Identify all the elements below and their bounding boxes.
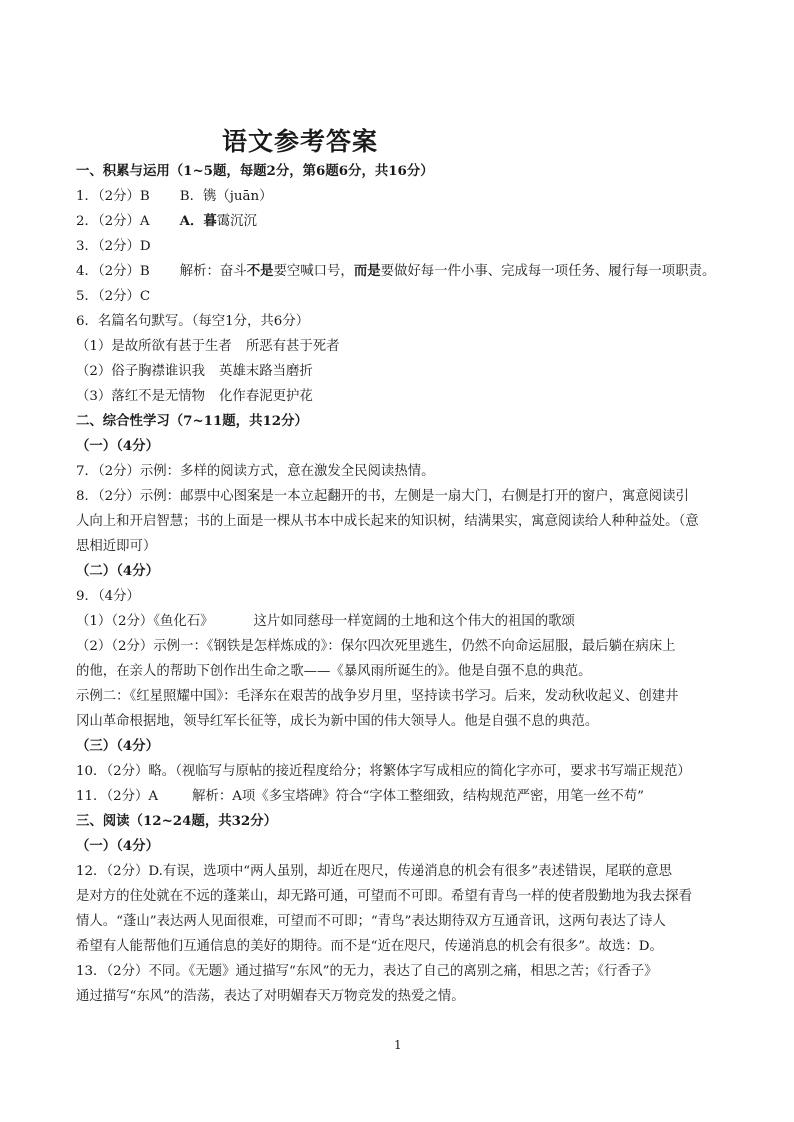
subsection-heading: （三）（4分） — [76, 738, 159, 754]
answer-line: （1）是故所欲有甚于生者 所恶有甚于死者 — [76, 339, 340, 354]
answer-line: 10．（2分）略。（视临写与原帖的接近程度给分；将繁体字写成相应的简化字亦可，要求书写端正规范） — [76, 764, 691, 779]
answer-line: （3）落红不是无情物 化作春泥更护花 — [76, 389, 313, 404]
answer-line: 5．（2分）C — [76, 289, 151, 304]
answer-line: 希望有人能帮他们互通信息的美好的期待。而不是“近在咫尺，传递消息的机会有很多”。故选：D。 — [76, 939, 663, 954]
answer-line: 12．（2分）D.有误，选项中“两人虽别，却近在咫尺，传递消息的机会有很多”表述错误，尾联的意思 — [76, 864, 673, 879]
section-heading: 三、阅读（12~24题，共32分） — [76, 813, 278, 829]
answer-line: 3．（2分）D — [76, 239, 151, 254]
answer-line: 思相近即可） — [76, 539, 157, 554]
answer-line: 的他，在亲人的帮助下创作出生命之歌——《暴风雨所诞生的》。他是自强不息的典范。 — [76, 664, 592, 679]
answer-line: 是对方的住处就在不远的蓬莱山，却无路可通，可望而不可即。希望有青鸟一样的使者殷勤地为我去探看 — [76, 889, 692, 904]
answer-line: 13．（2分）不同。《无题》通过描写“东风”的无力，表达了自己的离别之痛，相思之苦；《行香子》 — [76, 964, 658, 979]
answer-line: 11．（2分）A 解析：A项《多宝塔碑》符合“字体工整细致，结构规范严密，用笔一丝不苟” — [76, 789, 644, 804]
answer-line: 4．（2分）B 解析：奋斗不是要空喊口号，而是要做好每一件小事、完成每一项任务、履行每一项职责。 — [76, 263, 716, 279]
answer-line: 示例二：《红星照耀中国》：毛泽东在艰苦的战争岁月里，坚持读书学习。后来，发动秋收起义、创建井 — [76, 689, 679, 704]
answer-line: （2）俗子胸襟谁识我 英雄末路当磨折 — [76, 364, 313, 379]
answer-line: （1）（2分）《鱼化石》 这片如同慈母一样宽阔的土地和这个伟大的祖国的歌颂 — [76, 614, 575, 629]
subsection-heading: （二）（4分） — [76, 563, 159, 579]
page-number: 1 — [394, 1038, 402, 1052]
answer-line: 1．（2分）B B．镌（juān） — [76, 189, 273, 204]
answer-line: 7．（2分）示例：多样的阅读方式，意在激发全民阅读热情。 — [76, 464, 435, 479]
section-heading: 二、综合性学习（7~11题，共12分） — [76, 413, 308, 429]
answer-line: 6．名篇名句默写。（每空1分，共6分） — [76, 314, 310, 329]
answer-line: 8．（2分）示例：邮票中心图案是一本立起翻开的书，左侧是一扇大门，右侧是打开的窗户，寓意阅读引 — [76, 489, 689, 504]
answer-line: 情人。“蓬山”表达两人见面很难，可望而不可即；“青鸟”表达期待双方互通音讯，这两句表达了诗人 — [76, 914, 666, 929]
subsection-heading: （一）（4分） — [76, 438, 159, 454]
subsection-heading: （一）（4分） — [76, 838, 159, 854]
page-title: 语文参考答案 — [222, 127, 379, 156]
answer-line: 人向上和开启智慧；书的上面是一棵从书本中成长起来的知识树，结满果实，寓意阅读给人种种益处。（意 — [76, 514, 699, 529]
answer-line: （2）（2分）示例一：《钢铁是怎样炼成的》：保尔四次死里逃生，仍然不向命运屈服，最后躺在病床上 — [76, 639, 676, 654]
answer-line: 冈山革命根据地，领导红军长征等，成长为新中国的伟大领导人。他是自强不息的典范。 — [76, 714, 599, 729]
answer-line: 通过描写“东风”的浩荡，表达了对明媚春天万物竞发的热爱之情。 — [76, 989, 465, 1004]
answer-line: 9．（4分） — [76, 589, 140, 604]
section-heading: 一、积累与运用（1~5题，每题2分，第6题6分，共16分） — [76, 163, 434, 179]
answer-line: 2．（2分）A A．暮霭沉沉 — [76, 213, 257, 229]
